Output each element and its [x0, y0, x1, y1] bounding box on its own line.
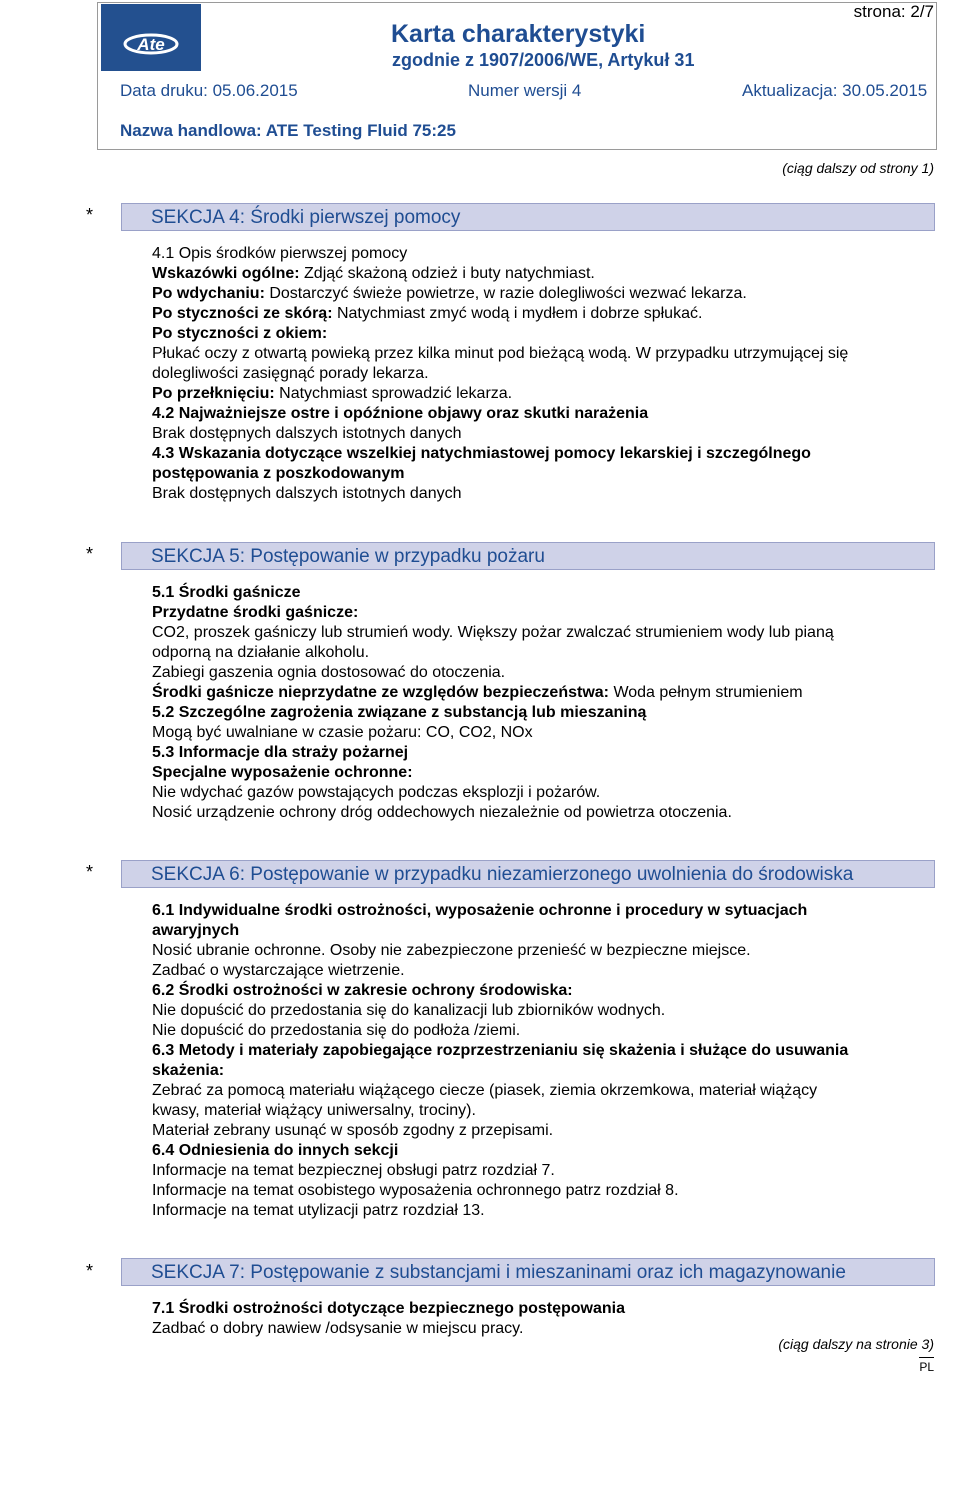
text-line: Informacje na temat osobistego wyposażenia ochronnego patrz rozdział 8. [152, 1182, 679, 1199]
text-line: Informacje na temat bezpiecznej obsługi patrz rozdział 7. [152, 1162, 555, 1179]
field-label: Po wdychaniu: [152, 285, 265, 302]
subsection-heading: 5.3 Informacje dla straży pożarnej [152, 744, 409, 761]
page-number: strona: 2/7 [853, 2, 934, 21]
field-label: Specjalne wyposażenie ochronne: [152, 764, 413, 781]
change-marker: * [86, 862, 94, 882]
text-line: Zadbać o dobry nawiew /odsysanie w miejscu pracy. [152, 1320, 524, 1337]
subsection-heading: 4.3 Wskazania dotyczące wszelkiej natychmiastowej pomocy lekarskiej i szczególnego [152, 445, 811, 462]
field-label: Po styczności ze skórą: [152, 305, 333, 322]
text-line: Nosić urządzenie ochrony dróg oddechowych niezależnie od powietrza otoczenia. [152, 804, 732, 821]
text-line: odporną na działanie alkoholu. [152, 644, 370, 661]
continued-from: (ciąg dalszy od strony 1) [782, 160, 934, 176]
text-line: Nie dopuścić do przedostania się do kanalizacji lub zbiorników wodnych. [152, 1002, 666, 1019]
text-line: Materiał zebrany usunąć w sposób zgodny z przepisami. [152, 1122, 554, 1139]
continued-to: (ciąg dalszy na stronie 3) [778, 1336, 934, 1352]
subsection-heading: 5.1 Środki gaśnicze [152, 584, 301, 601]
field-label: Po przełknięciu: [152, 385, 275, 402]
subsection-heading: postępowania z poszkodowanym [152, 465, 405, 482]
section-7-body [152, 1299, 937, 1339]
ate-logo [101, 4, 201, 71]
change-marker: * [86, 544, 94, 564]
field-value: Zdjąć skażoną odzież i buty natychmiast. [299, 265, 595, 282]
subsection-heading: skażenia: [152, 1062, 225, 1079]
field-value: Natychmiast sprowadzić lekarza. [274, 385, 513, 402]
subsection-heading: 6.1 Indywidualne środki ostrożności, wyposażenie ochronne i procedury w sytuacjach [152, 902, 808, 919]
field-label: Po styczności z okiem: [152, 325, 328, 342]
field-value: Dostarczyć świeże powietrze, w razie dolegliwości wezwać lekarza. [264, 285, 747, 302]
subsection-heading: 6.2 Środki ostrożności w zakresie ochrony środowiska: [152, 982, 573, 999]
text-line: Brak dostępnych dalszych istotnych danych [152, 425, 462, 442]
section-7-header [121, 1258, 935, 1286]
text-line: Zabiegi gaszenia ognia dostosować do otoczenia. [152, 664, 506, 681]
text-line: Nie dopuścić do przedostania się do podłoża /ziemi. [152, 1022, 521, 1039]
text-line: Nosić ubranie ochronne. Osoby nie zabezpieczone przenieść w bezpieczne miejsce. [152, 942, 751, 959]
subsection-heading: 6.3 Metody i materiały zapobiegające rozprzestrzenianiu się skażenia i służące do usuwania [152, 1042, 849, 1059]
subsection-heading: 6.4 Odniesienia do innych sekcji [152, 1142, 399, 1159]
logo-icon [101, 4, 201, 71]
document-subtitle: zgodnie z 1907/2006/WE, Artykuł 31 [392, 50, 695, 70]
field-label: Wskazówki ogólne: [152, 265, 300, 282]
logo-text: Ate [137, 35, 165, 54]
section-6-body [152, 901, 937, 1221]
section-4-header [121, 203, 935, 231]
trade-name: Nazwa handlowa: ATE Testing Fluid 75:25 [120, 121, 456, 140]
text-line: Płukać oczy z otwartą powieką przez kilka minut pod bieżącą wodą. W przypadku utrzymującej się [152, 345, 849, 362]
field-label: Środki gaśnicze nieprzydatne ze względów bezpieczeństwa: [152, 684, 609, 701]
text-line: Brak dostępnych dalszych istotnych danych [152, 485, 462, 502]
print-date: Data druku: 05.06.2015 [120, 81, 298, 100]
document-title: Karta charakterystyki [391, 20, 646, 48]
subsection-heading: 4.1 Opis środków pierwszej pomocy [152, 245, 408, 262]
section-6-header [121, 860, 935, 888]
text-line: Nie wdychać gazów powstających podczas eksplozji i pożarów. [152, 784, 601, 801]
text-line: Informacje na temat utylizacji patrz rozdział 13. [152, 1202, 485, 1219]
language-code: PL [919, 1357, 934, 1374]
section-6-title: SEKCJA 6: Postępowanie w przypadku niezamierzonego uwolnienia do środowiska [151, 864, 854, 885]
subsection-heading: 5.2 Szczególne zagrożenia związane z substancją lub mieszaniną [152, 704, 647, 721]
text-line: dolegliwości zasięgnąć porady lekarza. [152, 365, 429, 382]
text-line: Zebrać za pomocą materiału wiążącego ciecze (piasek, ziemia okrzemkowa, materiał wiążący [152, 1082, 818, 1099]
change-marker: * [86, 205, 94, 225]
section-4-title: SEKCJA 4: Środki pierwszej pomocy [151, 207, 461, 228]
subsection-heading: 7.1 Środki ostrożności dotyczące bezpiecznego postępowania [152, 1300, 625, 1317]
update-date: Aktualizacja: 30.05.2015 [742, 81, 928, 100]
field-value: Woda pełnym strumieniem [609, 684, 803, 701]
section-5-header [121, 542, 935, 570]
subsection-heading: 4.2 Najważniejsze ostre i opóźnione objawy oraz skutki narażenia [152, 405, 649, 422]
section-5-body [152, 583, 937, 823]
text-line: Mogą być uwalniane w czasie pożaru: CO, CO2, NOx [152, 724, 533, 741]
text-line: Zadbać o wystarczające wietrzenie. [152, 962, 405, 979]
section-7-title: SEKCJA 7: Postępowanie z substancjami i mieszaninami oraz ich magazynowanie [151, 1262, 846, 1283]
change-marker: * [86, 1261, 94, 1281]
section-5-title: SEKCJA 5: Postępowanie w przypadku pożaru [151, 546, 545, 567]
subsection-heading: awaryjnych [152, 922, 240, 939]
field-label: Przydatne środki gaśnicze: [152, 604, 359, 621]
version-number: Numer wersji 4 [468, 81, 582, 100]
field-value: Natychmiast zmyć wodą i mydłem i dobrze spłukać. [332, 305, 703, 322]
text-line: kwasy, materiał wiążący uniwersalny, trociny). [152, 1102, 476, 1119]
section-4-body [152, 244, 937, 504]
text-line: CO2, proszek gaśniczy lub strumień wody. Większy pożar zwalczać strumieniem wody lub pianą [152, 624, 834, 641]
